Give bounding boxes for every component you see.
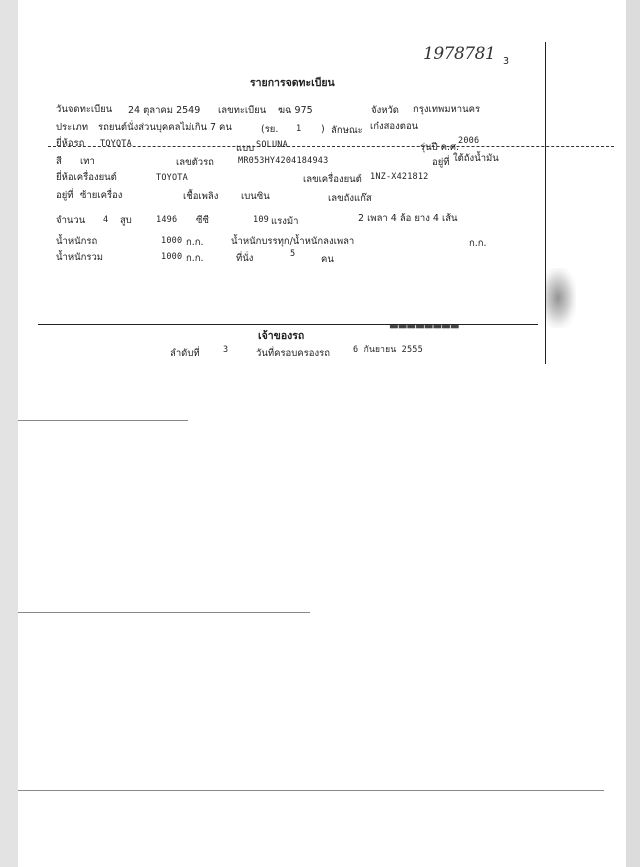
cylinder-unit: สูบ	[120, 215, 132, 226]
viewer-right-edge	[626, 0, 640, 867]
style-label: ลักษณะ	[331, 125, 363, 136]
registration-document	[18, 0, 626, 867]
weight-label: น้ำหนักรถ	[56, 236, 98, 247]
province-label: จังหวัด	[371, 105, 399, 116]
model-value: SOLUNA	[256, 140, 288, 150]
cc-unit: ซีซี	[196, 215, 209, 226]
reg-date-value: 24 ตุลาคม 2549	[128, 105, 201, 116]
brand-value: TOYOTA	[100, 139, 132, 149]
year-value: 2006	[458, 136, 480, 146]
handwritten-number: 1978781	[423, 44, 496, 64]
seat-value: 5	[290, 249, 296, 259]
weight-unit: ก.ก.	[186, 237, 204, 248]
seat-label: ที่นั่ง	[236, 253, 254, 264]
color-value: เทา	[80, 156, 95, 167]
owner-order-label: ลำดับที่	[170, 348, 200, 359]
rs-label: (รย.	[261, 124, 279, 135]
ink-smudge	[546, 268, 576, 328]
loc1-value: ใต้ถังน้ำมัน	[453, 153, 499, 164]
engine-no-label: เลขเครื่องยนต์	[303, 174, 362, 185]
engine-no-value: 1NZ-X421812	[370, 172, 429, 182]
fuel-label: เชื้อเพลิง	[183, 191, 219, 202]
total-weight-unit: ก.ก.	[186, 253, 204, 264]
total-weight-label: น้ำหนักรวม	[56, 252, 104, 263]
corner-mark: 3	[503, 56, 510, 67]
reg-no-value: ฆฉ 975	[278, 105, 313, 116]
cylinder-label: จำนวน	[56, 215, 86, 226]
document-page	[18, 0, 626, 867]
cc-value: 1496	[156, 215, 178, 225]
hp-unit: แรงม้า	[271, 216, 299, 227]
weight-value: 1000	[161, 236, 183, 246]
loc2-value: ซ้ายเครื่อง	[80, 190, 123, 201]
style-value: เก๋งสองตอน	[370, 121, 419, 132]
year-label: รุ่นปี ค.ศ.	[420, 142, 460, 153]
engine-brand-label: ยี่ห้อเครื่องยนต์	[56, 172, 117, 183]
chassis-label: เลขตัวรถ	[176, 157, 214, 168]
load-unit: ก.ก.	[469, 238, 487, 249]
section-divider	[38, 324, 538, 325]
province-value: กรุงเทพมหานคร	[413, 104, 481, 115]
rs-value: 1	[296, 124, 302, 134]
owner-title: เจ้าของรถ	[258, 330, 305, 342]
engine-brand-value: TOYOTA	[156, 173, 188, 183]
color-label: สี	[56, 156, 62, 167]
load-label: น้ำหนักบรรทุก/น้ำหนักลงเพลา	[231, 236, 355, 247]
stamp-fragment: ▄▄▄▄▄▄▄▄	[390, 322, 460, 329]
hp-value: 109	[253, 215, 269, 225]
loc1-label: อยู่ที่	[432, 157, 450, 168]
reg-no-label: เลขทะเบียน	[218, 105, 267, 116]
brand-label: ยี่ห้อรถ	[56, 138, 85, 149]
cylinder-value: 4	[103, 215, 109, 225]
fold-line-1	[18, 420, 188, 421]
seat-unit: คน	[321, 254, 334, 265]
total-weight-value: 1000	[161, 252, 183, 262]
tank-label: เลขถังแก๊ส	[328, 193, 372, 204]
model-label: แบบ	[236, 143, 255, 154]
fold-line-3	[18, 790, 604, 791]
fold-line-2	[18, 612, 310, 613]
loc2-label: อยู่ที่	[56, 190, 74, 201]
owner-date-label: วันที่ครอบครองรถ	[256, 348, 330, 359]
owner-date-value: 6 กันยายน 2555	[353, 345, 423, 355]
reg-date-label: วันจดทะเบียน	[56, 104, 113, 115]
chassis-value: MR053HY4204184943	[238, 156, 329, 166]
dashed-rule-1	[48, 146, 614, 147]
viewer-left-edge	[0, 0, 18, 867]
rs-close: )	[321, 124, 325, 135]
owner-order-value: 3	[223, 345, 229, 355]
type-label: ประเภท	[56, 122, 89, 133]
document-title: รายการจดทะเบียน	[250, 77, 335, 89]
axle-text: 2 เพลา 4 ล้อ ยาง 4 เส้น	[358, 213, 458, 224]
fuel-value: เบนซิน	[241, 191, 270, 202]
type-value: รถยนต์นั่งส่วนบุคคลไม่เกิน 7 คน	[98, 122, 232, 133]
